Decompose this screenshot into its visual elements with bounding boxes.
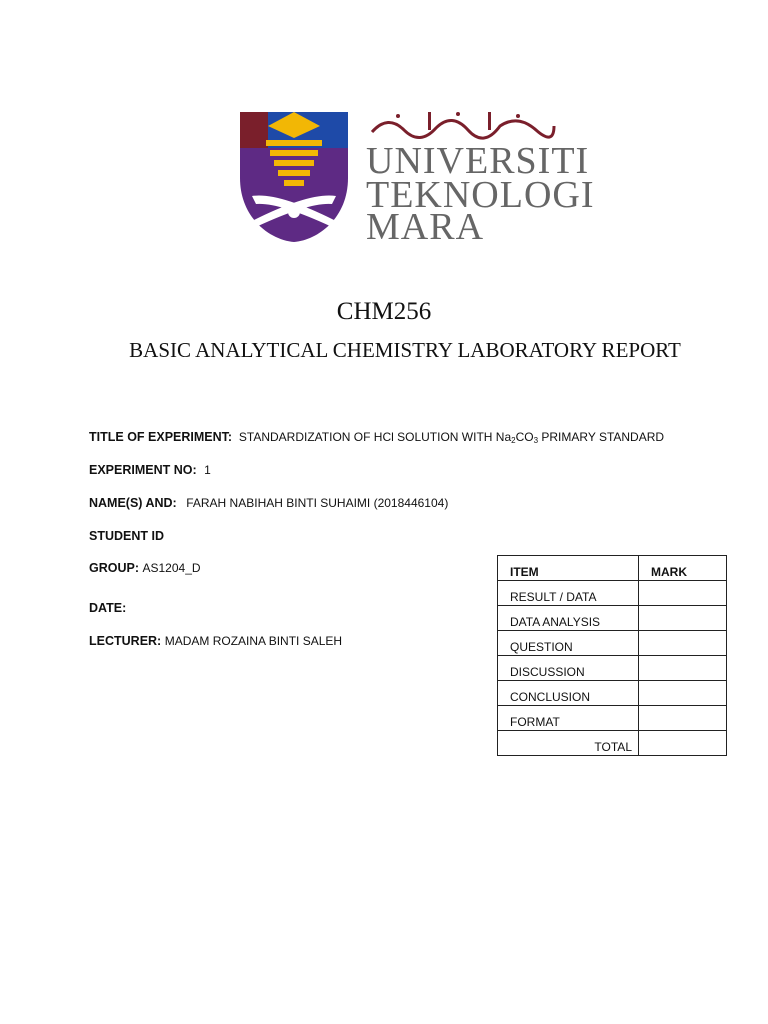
table-row — [498, 656, 727, 681]
table-row — [498, 581, 727, 606]
names-label: NAME(S) AND: — [89, 496, 177, 510]
university-logo — [238, 104, 595, 248]
mark-cell — [639, 606, 727, 631]
mark-cell — [639, 656, 727, 681]
header-mark: MARK — [639, 556, 727, 581]
title-of-experiment-value: STANDARDIZATION OF HCl SOLUTION WITH $Na_2CO_3$ PRIMARY STANDARD — [238, 430, 665, 445]
mark-cell — [639, 631, 727, 656]
mark-cell — [639, 706, 727, 731]
mark-cell — [639, 581, 727, 606]
table-row — [498, 631, 727, 656]
course-code: CHM256 — [336, 298, 432, 325]
row-label: CONCLUSION — [498, 681, 639, 706]
student-id-field — [89, 529, 164, 543]
header-item: ITEM — [498, 556, 639, 581]
row-label: DATA ANALYSIS — [498, 606, 639, 631]
group-field — [89, 561, 201, 575]
marks-table — [497, 555, 727, 756]
total-mark-cell — [639, 731, 727, 756]
group-value: AS1204_D — [142, 561, 201, 575]
uitm-crest-icon — [238, 108, 350, 244]
title-of-experiment-label: TITLE OF EXPERIMENT: — [89, 430, 233, 444]
names-value: FARAH NABIHAH BINTI SUHAIMI (2018446104) — [186, 496, 449, 510]
experiment-no-field — [89, 463, 211, 477]
lecturer-value: MADAM ROZAINA BINTI SALEH — [164, 634, 343, 648]
report-title: BASIC ANALYTICAL CHEMISTRY LABORATORY REPORT — [129, 338, 681, 362]
title-of-experiment-field — [89, 430, 664, 445]
lecturer-label: LECTURER: — [89, 634, 162, 648]
experiment-no-value: 1 — [204, 463, 211, 477]
total-label: TOTAL — [498, 731, 639, 756]
mark-cell — [639, 681, 727, 706]
experiment-no-label: EXPERIMENT NO: — [89, 463, 197, 477]
date-field — [89, 601, 126, 615]
row-label: RESULT / DATA — [498, 581, 639, 606]
row-label: FORMAT — [498, 706, 639, 731]
logo-line-teknologi: TEKNOLOGI — [366, 174, 595, 216]
jawi-script-logo-text — [368, 108, 558, 140]
row-label: DISCUSSION — [498, 656, 639, 681]
table-row — [498, 606, 727, 631]
table-total-row — [498, 731, 727, 756]
student-id-label: STUDENT ID — [89, 529, 164, 543]
names-field — [89, 496, 448, 510]
table-header-row — [498, 556, 727, 581]
date-label: DATE: — [89, 601, 127, 615]
lecturer-field — [89, 634, 342, 648]
logo-line-mara: MARA — [366, 206, 485, 248]
logo-line-universiti: UNIVERSITI — [366, 140, 590, 182]
group-label: GROUP: — [89, 561, 139, 575]
row-label: QUESTION — [498, 631, 639, 656]
table-row — [498, 681, 727, 706]
table-row — [498, 706, 727, 731]
